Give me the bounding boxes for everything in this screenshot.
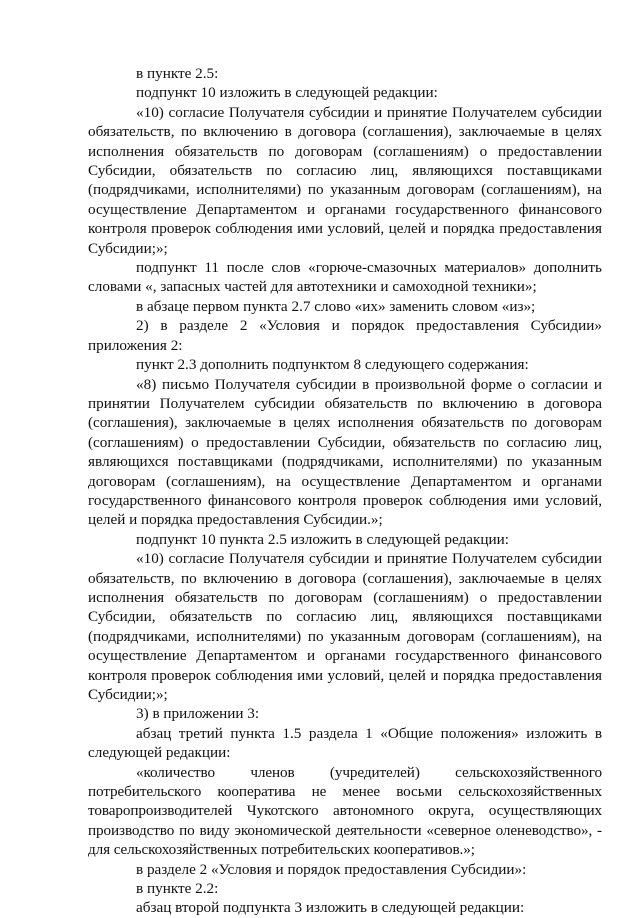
paragraph-section-2-appendix-2: 2) в разделе 2 «Условия и порядок предоставления Субсидии» приложения 2: — [88, 317, 602, 354]
paragraph-subpoint-10-point-2-5-edit: подпункт 10 пункта 2.5 изложить в следующей редакции: — [136, 530, 509, 548]
paragraph-subpoint-11-edit: подпункт 11 после слов «горюче-смазочных материалов» дополнить словами «, запасных частей для автотехники и самоходной техники»; — [88, 259, 602, 296]
paragraph-subpoint-8-text: «8) письмо Получателя субсидии в произвольной форме о согласии и принятии Получателем субсидии обязательств по включению в договора (соглашения), заключаемые в целях исполнения обязательств по договорам (соглашениям) о предоставлении Субсидии, обязательств по согласию лиц, являющихся поставщиками (подрядчиками, исполнителями) по указанным договорам (соглашениям), на осуществление Департаментом и органами государственного финансового контроля проверок соблюдения ими условий, целей и порядка предоставления Субсидии.»; — [88, 375, 602, 529]
paragraph-section-2-conditions: в разделе 2 «Условия и порядок предоставления Субсидии»: — [136, 860, 527, 878]
paragraph-appendix-3: 3) в приложении 3: — [136, 705, 260, 723]
paragraph-cooperative-members-text: «количество членов (учредителей) сельскохозяйственного потребительского кооператива не менее восьми сельскохозяйственных товаропроизводителей Чукотского автономного округа, осуществляющих производство по виду экономической деятельности «северное оленеводство», - для сельскохозяйственных потребительских кооперативов.»; — [88, 763, 602, 859]
paragraph-point-1-5-edit: абзац третий пункта 1.5 раздела 1 «Общие положения» изложить в следующей редакции: — [88, 724, 602, 762]
paragraph-subpoint-10-text: «10) согласие Получателя субсидии и принятие Получателем субсидии обязательств, по включению в договора (соглашения), заключаемые в целях исполнения обязательств по договорам (соглашениям) о предоставлении Субсидии, обязательств по согласию лиц, являющихся поставщиками (подрядчиками, исполнителями) по указанным договорам (соглашениям), на осуществление Департаментом и органами государственного финансового контроля проверок соблюдения ими условий, целей и порядка предоставления Субсидии;»; — [88, 103, 602, 257]
paragraph-in-point-2-5: в пункте 2.5: — [136, 65, 219, 82]
paragraph-point-2-7-edit: в абзаце первом пункта 2.7 слово «их» заменить словом «из»; — [136, 297, 536, 315]
paragraph-in-point-2-2: в пункте 2.2: — [136, 880, 219, 898]
document-page — [88, 64, 602, 918]
paragraph-subpoint-3-edit: абзац второй подпункта 3 изложить в следующей редакции: — [136, 899, 525, 917]
paragraph-subpoint-10-edit: подпункт 10 изложить в следующей редакции: — [136, 84, 438, 102]
paragraph-subpoint-10-text-2: «10) согласие Получателя субсидии и принятие Получателем субсидии обязательств, по включению в договора (соглашения), заключаемые в целях исполнения обязательств по договорам (соглашениям) о предоставлении Субсидии, обязательств по согласию лиц, являющихся поставщиками (подрядчиками, исполнителями) по указанным договорам (соглашениям), на осуществление Департаментом и органами государственного финансового контроля проверок соблюдения ими условий, целей и порядка предоставления Субсидии;»; — [88, 550, 602, 703]
paragraph-point-2-3-add: пункт 2.3 дополнить подпунктом 8 следующего содержания: — [136, 356, 529, 374]
